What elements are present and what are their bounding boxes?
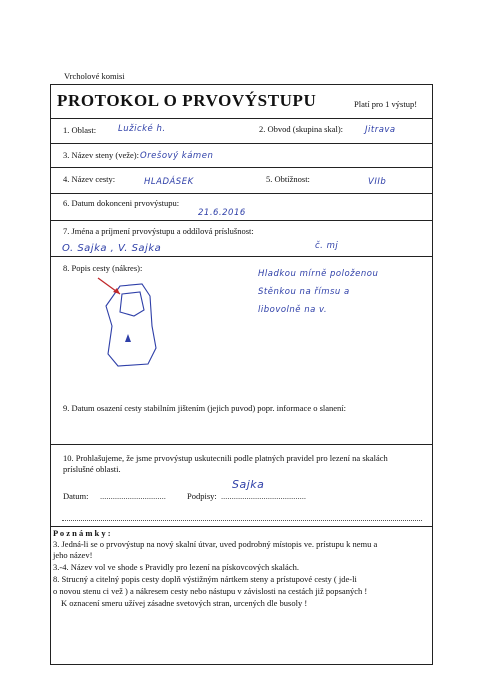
wall-value: Orešový kámen bbox=[140, 151, 214, 161]
rock-outline bbox=[106, 284, 156, 366]
note-2: jeho název! bbox=[53, 550, 93, 560]
wall-label: 3. Název steny (veže): bbox=[63, 150, 139, 160]
signatures-label: Podpisy: bbox=[187, 491, 217, 501]
area-label: 1. Oblast: bbox=[63, 125, 97, 135]
signature-dots: ........................................ bbox=[221, 491, 306, 501]
route-description-line-1: Hladkou mírně položenou bbox=[258, 269, 379, 279]
note-6: K oznacení smeru užívej zásadne svetových stran, urcených dle busoly ! bbox=[61, 598, 308, 608]
note-1: 3. Jedná-li se o prvovýstup na nový skalní útvar, uved podrobný místopis ve. prístupu k nemu a bbox=[53, 539, 378, 549]
climbers-label: 7. Jména a príjmení prvovýstupu a oddílová príslušnost: bbox=[63, 226, 254, 236]
declaration-line-1: 10. Prohlašujeme, že jsme prvovýstup uskutecnili podle platných pravidel pro lezení na skalách bbox=[63, 453, 388, 463]
notes-heading: P o z n á m k y : bbox=[53, 528, 111, 538]
route-description-label: 8. Popis cesty (nákres): bbox=[63, 263, 143, 273]
route-sketch bbox=[90, 276, 170, 376]
route-description-line-3: libovolně na v. bbox=[258, 305, 328, 315]
district-value: Jitrava bbox=[365, 125, 396, 135]
note-5: o novou stenu ci vež ) a nákresem cesty nebo nástupu v závislosti na cestách již popsaných ! bbox=[53, 586, 368, 596]
signature: Sajka bbox=[232, 478, 265, 491]
district-label: 2. Obvod (skupina skal): bbox=[259, 124, 344, 134]
rock-inner-outline bbox=[120, 292, 144, 316]
completion-date-value: 21.6.2016 bbox=[198, 208, 246, 218]
page-title: PROTOKOL O PRVOVÝSTUPU bbox=[57, 91, 317, 110]
route-name-value: HLADÁSEK bbox=[144, 177, 194, 187]
note-4: 8. Strucný a citelný popis cesty doplň výstižným nártkem steny a prístupové cesty ( jde-li bbox=[53, 574, 357, 584]
difficulty-label: 5. Obtížnost: bbox=[266, 174, 310, 184]
difficulty-value: VIIb bbox=[368, 177, 387, 187]
route-description-line-2: Stěnkou na římsu a bbox=[258, 287, 350, 297]
route-name-label: 4. Název cesty: bbox=[63, 174, 116, 184]
note-3: 3.-4. Název vol ve shode s Pravidly pro lezení na pískovcových skalách. bbox=[53, 562, 299, 572]
protection-label: 9. Datum osazení cesty stabilním jištením (jejich puvod) popr. informace o slanení: bbox=[63, 403, 347, 413]
declaration-line-2: príslušné oblasti. bbox=[63, 464, 121, 474]
climbers-extra: č. mj bbox=[315, 241, 339, 251]
single-ascent-note: Platí pro 1 výstup! bbox=[354, 99, 418, 109]
date-label: Datum: bbox=[63, 491, 89, 501]
climbers-value: O. Sajka , V. Sajka bbox=[62, 243, 162, 254]
declaration-divider bbox=[62, 520, 422, 521]
commission-label: Vrcholové komisi bbox=[64, 71, 125, 81]
route-start-mark bbox=[125, 334, 131, 342]
date-dots: ............................... bbox=[100, 491, 166, 501]
completion-date-label: 6. Datum dokonceni prvovýstupu: bbox=[63, 198, 180, 208]
area-value: Lužické h. bbox=[118, 124, 166, 134]
